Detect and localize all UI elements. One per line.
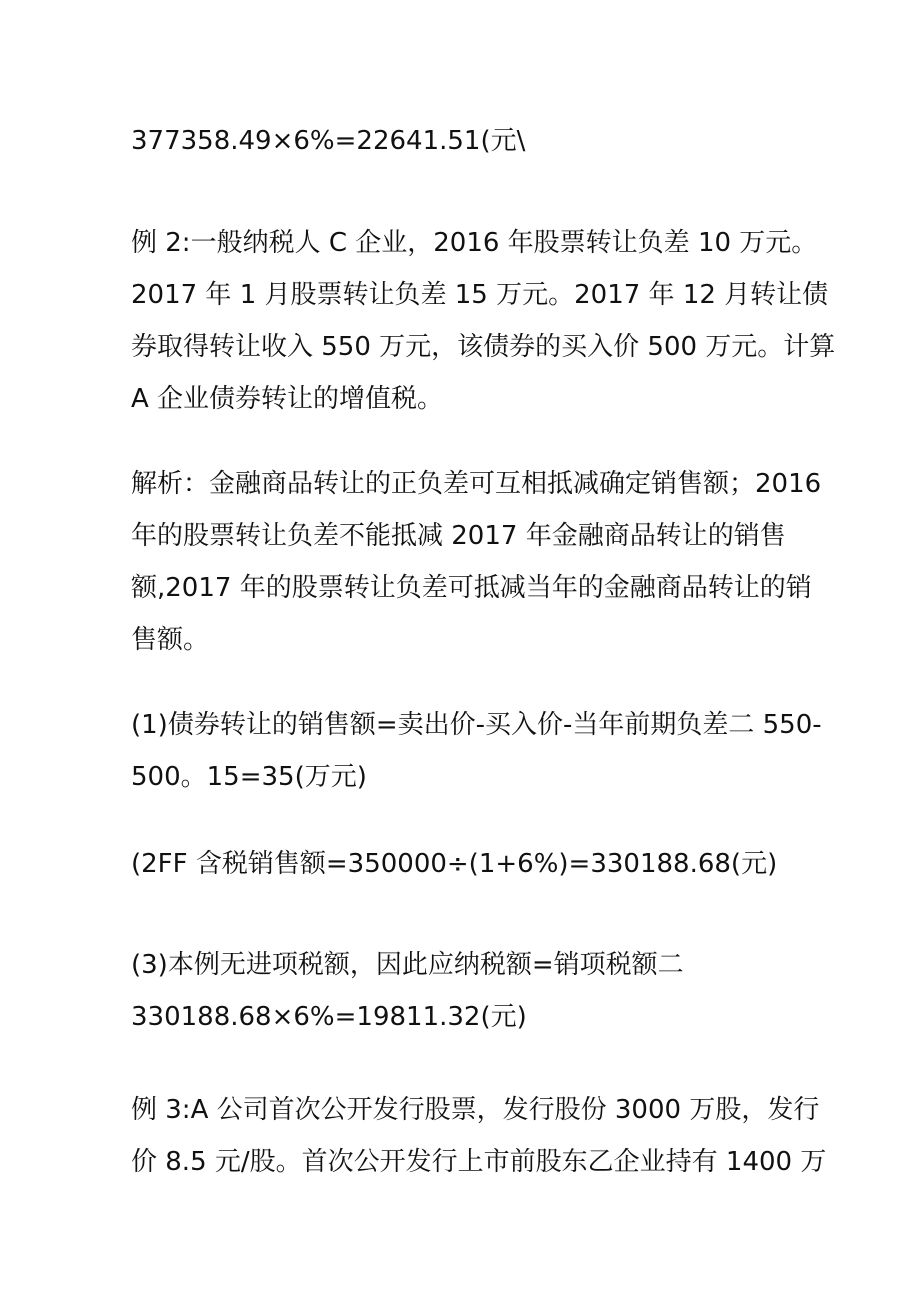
- text-line: (3)本例无进项税额，因此应纳税额=销项税额二: [131, 950, 684, 980]
- text-line: 解析：金融商品转让的正负差可互相抵减确定销售额；2016: [131, 469, 822, 499]
- text-line: 例 3:A 公司首次公开发行股票，发行股份 3000 万股，发行: [131, 1095, 820, 1125]
- text-line: 券取得转让收入 550 万元，该债券的买入价 500 万元。计算: [131, 332, 836, 362]
- example-2-paragraph: [131, 217, 836, 425]
- text-line: (1)债券转让的销售额=卖出价-买入价-当年前期负差二 550-: [131, 710, 822, 740]
- text-line: 例 2:一般纳税人 C 企业，2016 年股票转让负差 10 万元。: [131, 228, 818, 258]
- text-line: 377358.49×6%=22641.51(元\: [131, 126, 526, 156]
- example-3-paragraph: [131, 1084, 827, 1188]
- text-line: 330188.68×6%=19811.32(元): [131, 1002, 527, 1032]
- text-line: 售额。: [131, 625, 210, 655]
- text-line: 年的股票转让负差不能抵减 2017 年金融商品转让的销售: [131, 521, 786, 551]
- step-2-paragraph: [131, 838, 811, 890]
- text-line: (2FF 含税销售额=350000÷(1+6%)=330188.68(元): [131, 849, 778, 879]
- text-line: 价 8.5 元/股。首次公开发行上市前股东乙企业持有 1400 万: [131, 1147, 827, 1177]
- text-line: 2017 年 1 月股票转让负差 15 万元。2017 年 12 月转让债: [131, 280, 829, 310]
- text-line: 额,2017 年的股票转让负差可抵减当年的金融商品转让的销: [131, 573, 812, 603]
- analysis-paragraph: [131, 458, 822, 666]
- calc-result-paragraph: [131, 115, 811, 167]
- step-3-paragraph: [131, 939, 811, 1043]
- text-line: A 企业债券转让的增值税。: [131, 384, 444, 414]
- text-line: 500。15=35(万元): [131, 762, 367, 792]
- step-1-paragraph: [131, 699, 822, 803]
